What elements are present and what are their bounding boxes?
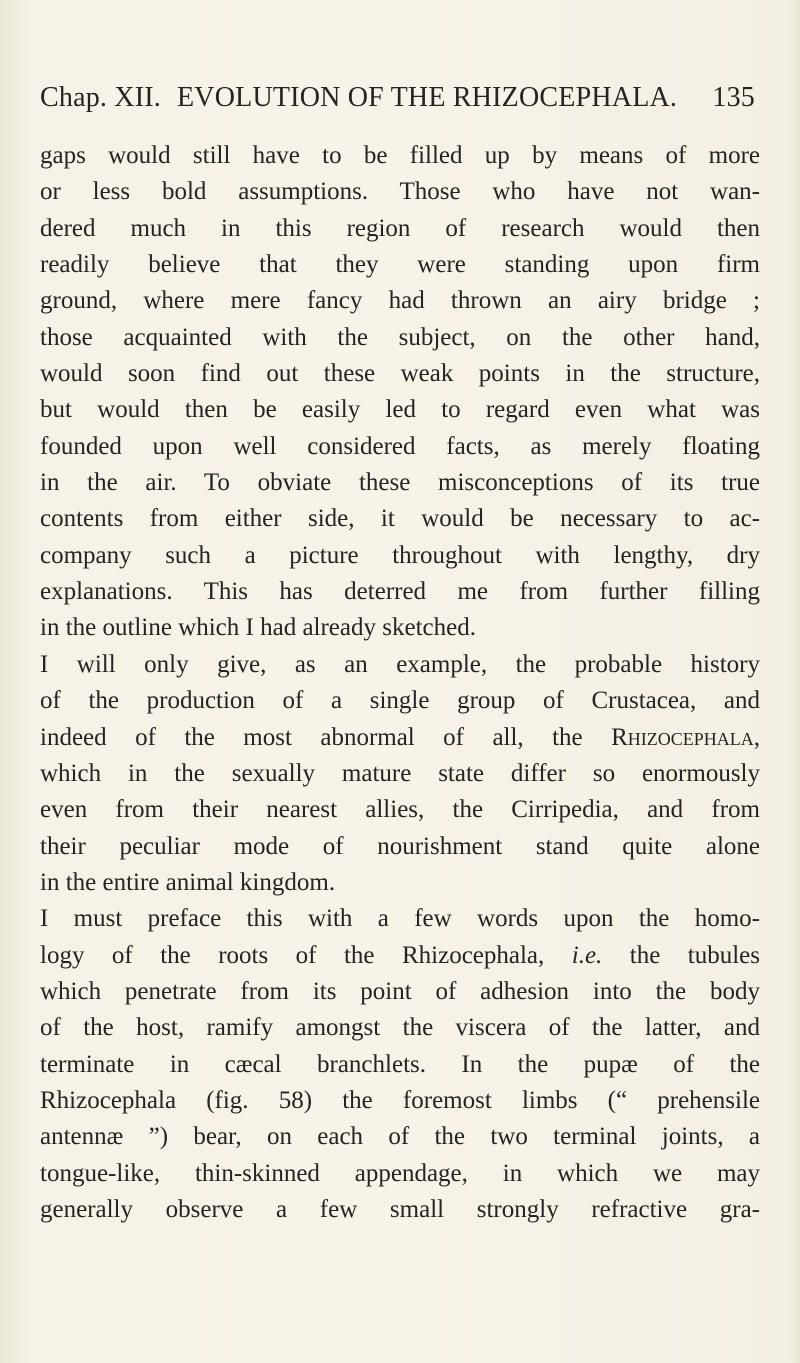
text-line: Rhizocephala (fig. 58) the foremost limbs (“ prehensile <box>40 1086 760 1114</box>
text-line: gaps would still have to be filled up by means of more <box>40 142 760 169</box>
text-span: the tubules <box>629 941 760 969</box>
text-line: tongue-like, thin-skinned appendage, in which we may <box>40 1159 760 1187</box>
text-line: which in the sexually mature state differ so enormously <box>40 759 760 787</box>
text-line: in the entire animal kingdom. <box>40 868 336 896</box>
text-line: even from their nearest allies, the Cirripedia, and from <box>40 796 760 824</box>
page-number: 135 <box>712 82 755 113</box>
text-line: company such a picture throughout with lengthy, dry <box>40 541 760 569</box>
text-line: in the air. To obviate these misconceptions of its true <box>40 469 760 497</box>
text-line: antennæ ”) bear, on each of the two terminal joints, a <box>40 1123 760 1151</box>
text-line: founded upon well considered facts, as merely floating <box>40 432 760 460</box>
text-line: readily believe that they were standing upon firm <box>40 251 760 279</box>
text-line: which penetrate from its point of adhesion into the body <box>40 977 760 1005</box>
chapter-label: Chap. XII. <box>40 82 161 113</box>
body-text <box>40 138 760 1228</box>
text-line <box>40 720 760 756</box>
text-line: or less bold assumptions. Those who have not wan- <box>40 178 760 206</box>
text-line: of the production of a single group of Crustacea, and <box>40 687 760 715</box>
text-line: dered much in this region of research would then <box>40 214 760 242</box>
text-line: I must preface this with a few words upon the homo- <box>40 905 760 933</box>
text-line: ground, where mere fancy had thrown an airy bridge ; <box>40 287 760 315</box>
text-line: explanations. This has deterred me from further filling <box>40 578 760 606</box>
text-line: of the host, ramify amongst the viscera of the latter, and <box>40 1014 760 1042</box>
italic-abbreviation: i.e. <box>571 941 603 969</box>
running-head <box>40 82 760 122</box>
text-line: their peculiar mode of nourishment stand quite alone <box>40 832 760 860</box>
text-line: terminate in cæcal branchlets. In the pupæ of the <box>40 1050 760 1078</box>
small-caps-term: Rhizocephala, <box>611 723 761 751</box>
text-line: in the outline which I had already sketched. <box>40 614 476 642</box>
text-span: indeed of the most abnormal of all, the <box>40 723 583 751</box>
text-line: those acquainted with the subject, on the other hand, <box>40 323 760 351</box>
text-line: generally observe a few small strongly refractive gra- <box>40 1195 760 1223</box>
text-span: logy of the roots of the Rhizocephala, <box>40 941 545 969</box>
text-line: contents from either side, it would be necessary to ac- <box>40 505 760 533</box>
text-line <box>40 938 760 974</box>
text-line: would soon find out these weak points in the structure, <box>40 360 760 388</box>
chapter-title: EVOLUTION OF THE RHIZOCEPHALA. <box>177 82 678 113</box>
text-line: but would then be easily led to regard even what was <box>40 396 760 424</box>
text-line: I will only give, as an example, the probable history <box>40 650 760 678</box>
